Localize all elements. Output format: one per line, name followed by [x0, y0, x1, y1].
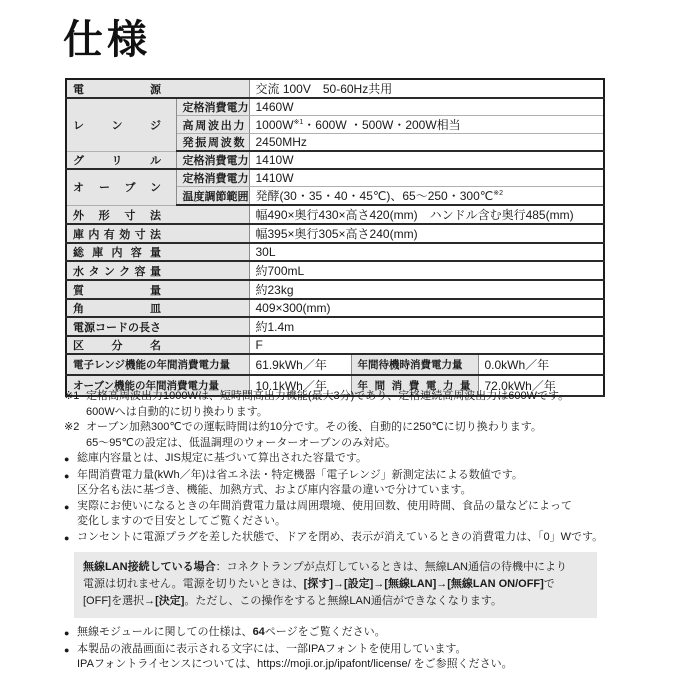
bullet-energy-law-line1: 年間消費電力量(kWh／年)は省エネ法・特定機器「電子レンジ」新測定法による数値です。 [77, 468, 523, 481]
footnote-2 [64, 420, 612, 451]
tray-label-cell [66, 299, 249, 317]
row-water-tank [66, 261, 604, 280]
notes-section [64, 389, 612, 673]
oven-sub-1: 定格消費電力 [182, 173, 249, 185]
bullet-plug-note-text: コンセントに電源プラグを差した状態で、ドアを閉め、表示が消えているときの消費電力は、「0」Wです。 [77, 530, 604, 543]
module-note-pre: 無線モジュールに関しての仕様は、 [77, 626, 253, 638]
standby-energy-label: 年間待機時消費電力量 [357, 359, 463, 371]
microwave-annual-energy-value: 61.9kWh／年 [249, 354, 351, 375]
bullet-wireless-module-text [77, 625, 386, 642]
capacity-value: 30L [249, 243, 604, 261]
row-inner-dimensions [66, 224, 604, 243]
oven-label-cell [66, 169, 176, 205]
standby-energy-value: 0.0kWh／年 [478, 354, 604, 375]
range-value-1: 1460W [249, 98, 604, 116]
wifi-note-line3-pre: [OFF]を選択→ [83, 595, 156, 607]
row-capacity [66, 243, 604, 261]
bullet-ipa-font-note [64, 642, 612, 673]
grill-sub: 定格消費電力 [182, 155, 249, 167]
power-label-cell [66, 79, 249, 98]
wifi-note-line2-pre: 電源は切れません。電源を切りたいときは、 [83, 578, 304, 590]
bullet-capacity-note-text: 総庫内容量とは、JIS規定に基づいて算出された容量です。 [77, 452, 368, 464]
wifi-note-line2 [83, 576, 588, 593]
power-label: 電源 [73, 83, 161, 96]
footnote-ref-2: ※2 [493, 190, 503, 197]
row-grill [66, 151, 604, 169]
weight-label-cell [66, 280, 249, 299]
hf-output-main: 1000W [255, 118, 294, 132]
bullet-energy-law-note [64, 468, 612, 499]
oven-value-1: 1410W [249, 169, 604, 187]
row-energy-1 [66, 354, 604, 375]
range-sub-3-cell [176, 134, 249, 152]
range-sub-1: 定格消費電力 [182, 102, 249, 114]
bullet-plug-note [64, 530, 612, 547]
class-name-value: F [249, 336, 604, 354]
wifi-note-line1-rest: ：コネクトランプが点灯しているときは、無線LAN通信の待機中により [215, 561, 568, 573]
class-name-label-cell [66, 336, 249, 354]
module-note-post: ページをご覧ください。 [264, 626, 386, 638]
footnote-ref-1: ※1 [293, 119, 304, 126]
bullet-icon: ● [64, 470, 70, 481]
oven-sub-2: 温度調節範囲 [182, 190, 249, 203]
oven-value-2 [249, 187, 604, 206]
water-tank-label-cell [66, 261, 249, 280]
wifi-note-line3 [83, 593, 588, 610]
wifi-note-line2-post: で [543, 578, 555, 590]
range-label-cell [66, 98, 176, 151]
wifi-note-line1 [83, 559, 588, 576]
bullet-icon: ● [64, 501, 70, 512]
capacity-label: 総庫内容量 [73, 247, 161, 259]
module-note-page-number: 64 [252, 626, 265, 638]
inner-dimensions-label-cell [66, 224, 249, 243]
ipa-note-line2: IPAフォントライセンスについては、https://moji.or.jp/ipafont/license/ をご参照ください。 [77, 658, 513, 670]
cord-length-label-cell [66, 317, 249, 336]
grill-label-cell [66, 151, 176, 169]
bullet-energy-law-text [77, 468, 523, 499]
page-title: 仕様 [63, 18, 151, 62]
range-value-3: 2450MHz [249, 134, 604, 152]
range-sub-2: 高周波出力 [182, 119, 245, 132]
range-sub-3: 発振周波数 [182, 137, 245, 149]
oven-annual-energy-label: オーブン機能の年間消費電力量 [66, 375, 249, 396]
cord-length-label: 電源コードの長さ [73, 321, 161, 334]
range-sub-1-cell [176, 98, 249, 116]
weight-value: 約23kg [249, 280, 604, 299]
tray-label: 角皿 [73, 303, 161, 315]
bullet-wireless-module-note [64, 625, 612, 642]
row-dimensions [66, 205, 604, 224]
footnote-2-text [86, 420, 542, 451]
row-power [66, 79, 604, 98]
bullet-icon: ● [64, 628, 70, 638]
spec-table [65, 78, 605, 397]
wifi-note-line3-post: 。ただし、この操作をすると無線LAN通信ができなくなります。 [184, 595, 502, 607]
footnote-2-line1: オーブン加熱300℃での運転時間は約10分です。その後、自動的に250℃に切り換わります。 [86, 421, 542, 433]
footnote-1-marker: ※1 [64, 390, 80, 402]
cord-length-value: 約1.4m [249, 317, 604, 336]
ipa-note-line1: 本製品の液晶画面に表示される文字には、一部IPAフォントを使用しています。 [77, 642, 467, 655]
footnote-1-line1: 定格高周波出力1000Wは、短時間高出力機能(最大3分)であり、定格連続高周波出力は600Wです。 [86, 390, 570, 402]
capacity-label-cell [66, 243, 249, 261]
range-sub-2-cell [176, 116, 249, 134]
grill-value: 1410W [249, 151, 604, 169]
row-cord-length [66, 317, 604, 336]
oven-sub-1-cell [176, 169, 249, 187]
row-range-1 [66, 98, 604, 116]
bullet-icon: ● [64, 644, 70, 655]
dimensions-value: 幅490×奥行430×高さ420(mm) ハンドル含む奥行485(mm) [249, 205, 604, 224]
total-annual-energy-value: 72.0kWh／年 [478, 375, 604, 396]
bullet-actual-usage-text [77, 499, 572, 530]
inner-dimensions-label: 庫内有効寸法 [73, 228, 161, 241]
tray-value: 409×300(mm) [249, 299, 604, 317]
temp-range-main: 発酵(30・35・40・45℃)、65～250・300℃ [255, 189, 494, 203]
oven-annual-energy-value: 10.1kWh／年 [249, 375, 351, 396]
weight-label: 質量 [73, 284, 161, 297]
footnote-2-line2: 65～95℃の設定は、低温調理のウォーターオーブンのみ対応。 [86, 436, 397, 449]
footnote-1 [64, 389, 612, 420]
power-value: 交流 100V 50-60Hz共用 [249, 79, 604, 98]
inner-dimensions-value: 幅395×奥行305×高さ240(mm) [249, 224, 604, 243]
footnote-1-line2: 600Wへは自動的に切り換わります。 [86, 405, 268, 418]
microwave-annual-energy-label: 電子レンジ機能の年間消費電力量 [66, 354, 249, 375]
hf-output-rest: ・600W ・500W・200W相当 [303, 118, 461, 132]
bullet-icon: ● [64, 532, 70, 543]
bullet-energy-law-line2: 区分名も法に基づき、機能、加熱方式、および庫内容量の違いで分けています。 [77, 484, 472, 496]
row-oven-1 [66, 169, 604, 187]
standby-energy-label-cell [351, 354, 478, 375]
oven-label: オーブン [73, 182, 161, 195]
grill-sub-cell [176, 151, 249, 169]
total-annual-energy-label: 年間消費電力量 [357, 380, 471, 392]
wireless-lan-note-box [74, 552, 597, 618]
bullet-ipa-font-text [77, 642, 513, 673]
bullet-actual-usage-line2: 変化しますので目安としてご覧ください。 [77, 515, 286, 527]
row-class-name [66, 336, 604, 354]
bullet-actual-usage-line1: 実際にお使いになるときの年間消費電力量は周囲環境、使用回数、使用時間、食品の量などによって [77, 499, 572, 512]
grill-label: グリル [73, 154, 161, 167]
wifi-note-confirm-label: [決定] [155, 595, 185, 607]
bullet-capacity-note [64, 451, 612, 468]
water-tank-value: 約700mL [249, 261, 604, 280]
wifi-note-menu-path: [探す]→[設定]→[無線LAN]→[無線LAN ON/OFF] [303, 578, 544, 590]
water-tank-label: 水タンク容量 [73, 265, 161, 278]
footnote-1-text [86, 389, 569, 420]
dimensions-label: 外形寸法 [73, 209, 161, 222]
row-weight [66, 280, 604, 299]
wifi-note-title: 無線LAN接続している場合 [83, 561, 216, 573]
range-label: レンジ [73, 119, 161, 132]
bullet-actual-usage-note [64, 499, 612, 530]
footnote-2-marker: ※2 [64, 421, 80, 433]
range-value-2 [249, 116, 604, 134]
dimensions-label-cell [66, 205, 249, 224]
bullet-icon: ● [64, 454, 70, 464]
class-name-label: 区分名 [73, 340, 161, 352]
oven-sub-2-cell [176, 187, 249, 206]
row-tray [66, 299, 604, 317]
